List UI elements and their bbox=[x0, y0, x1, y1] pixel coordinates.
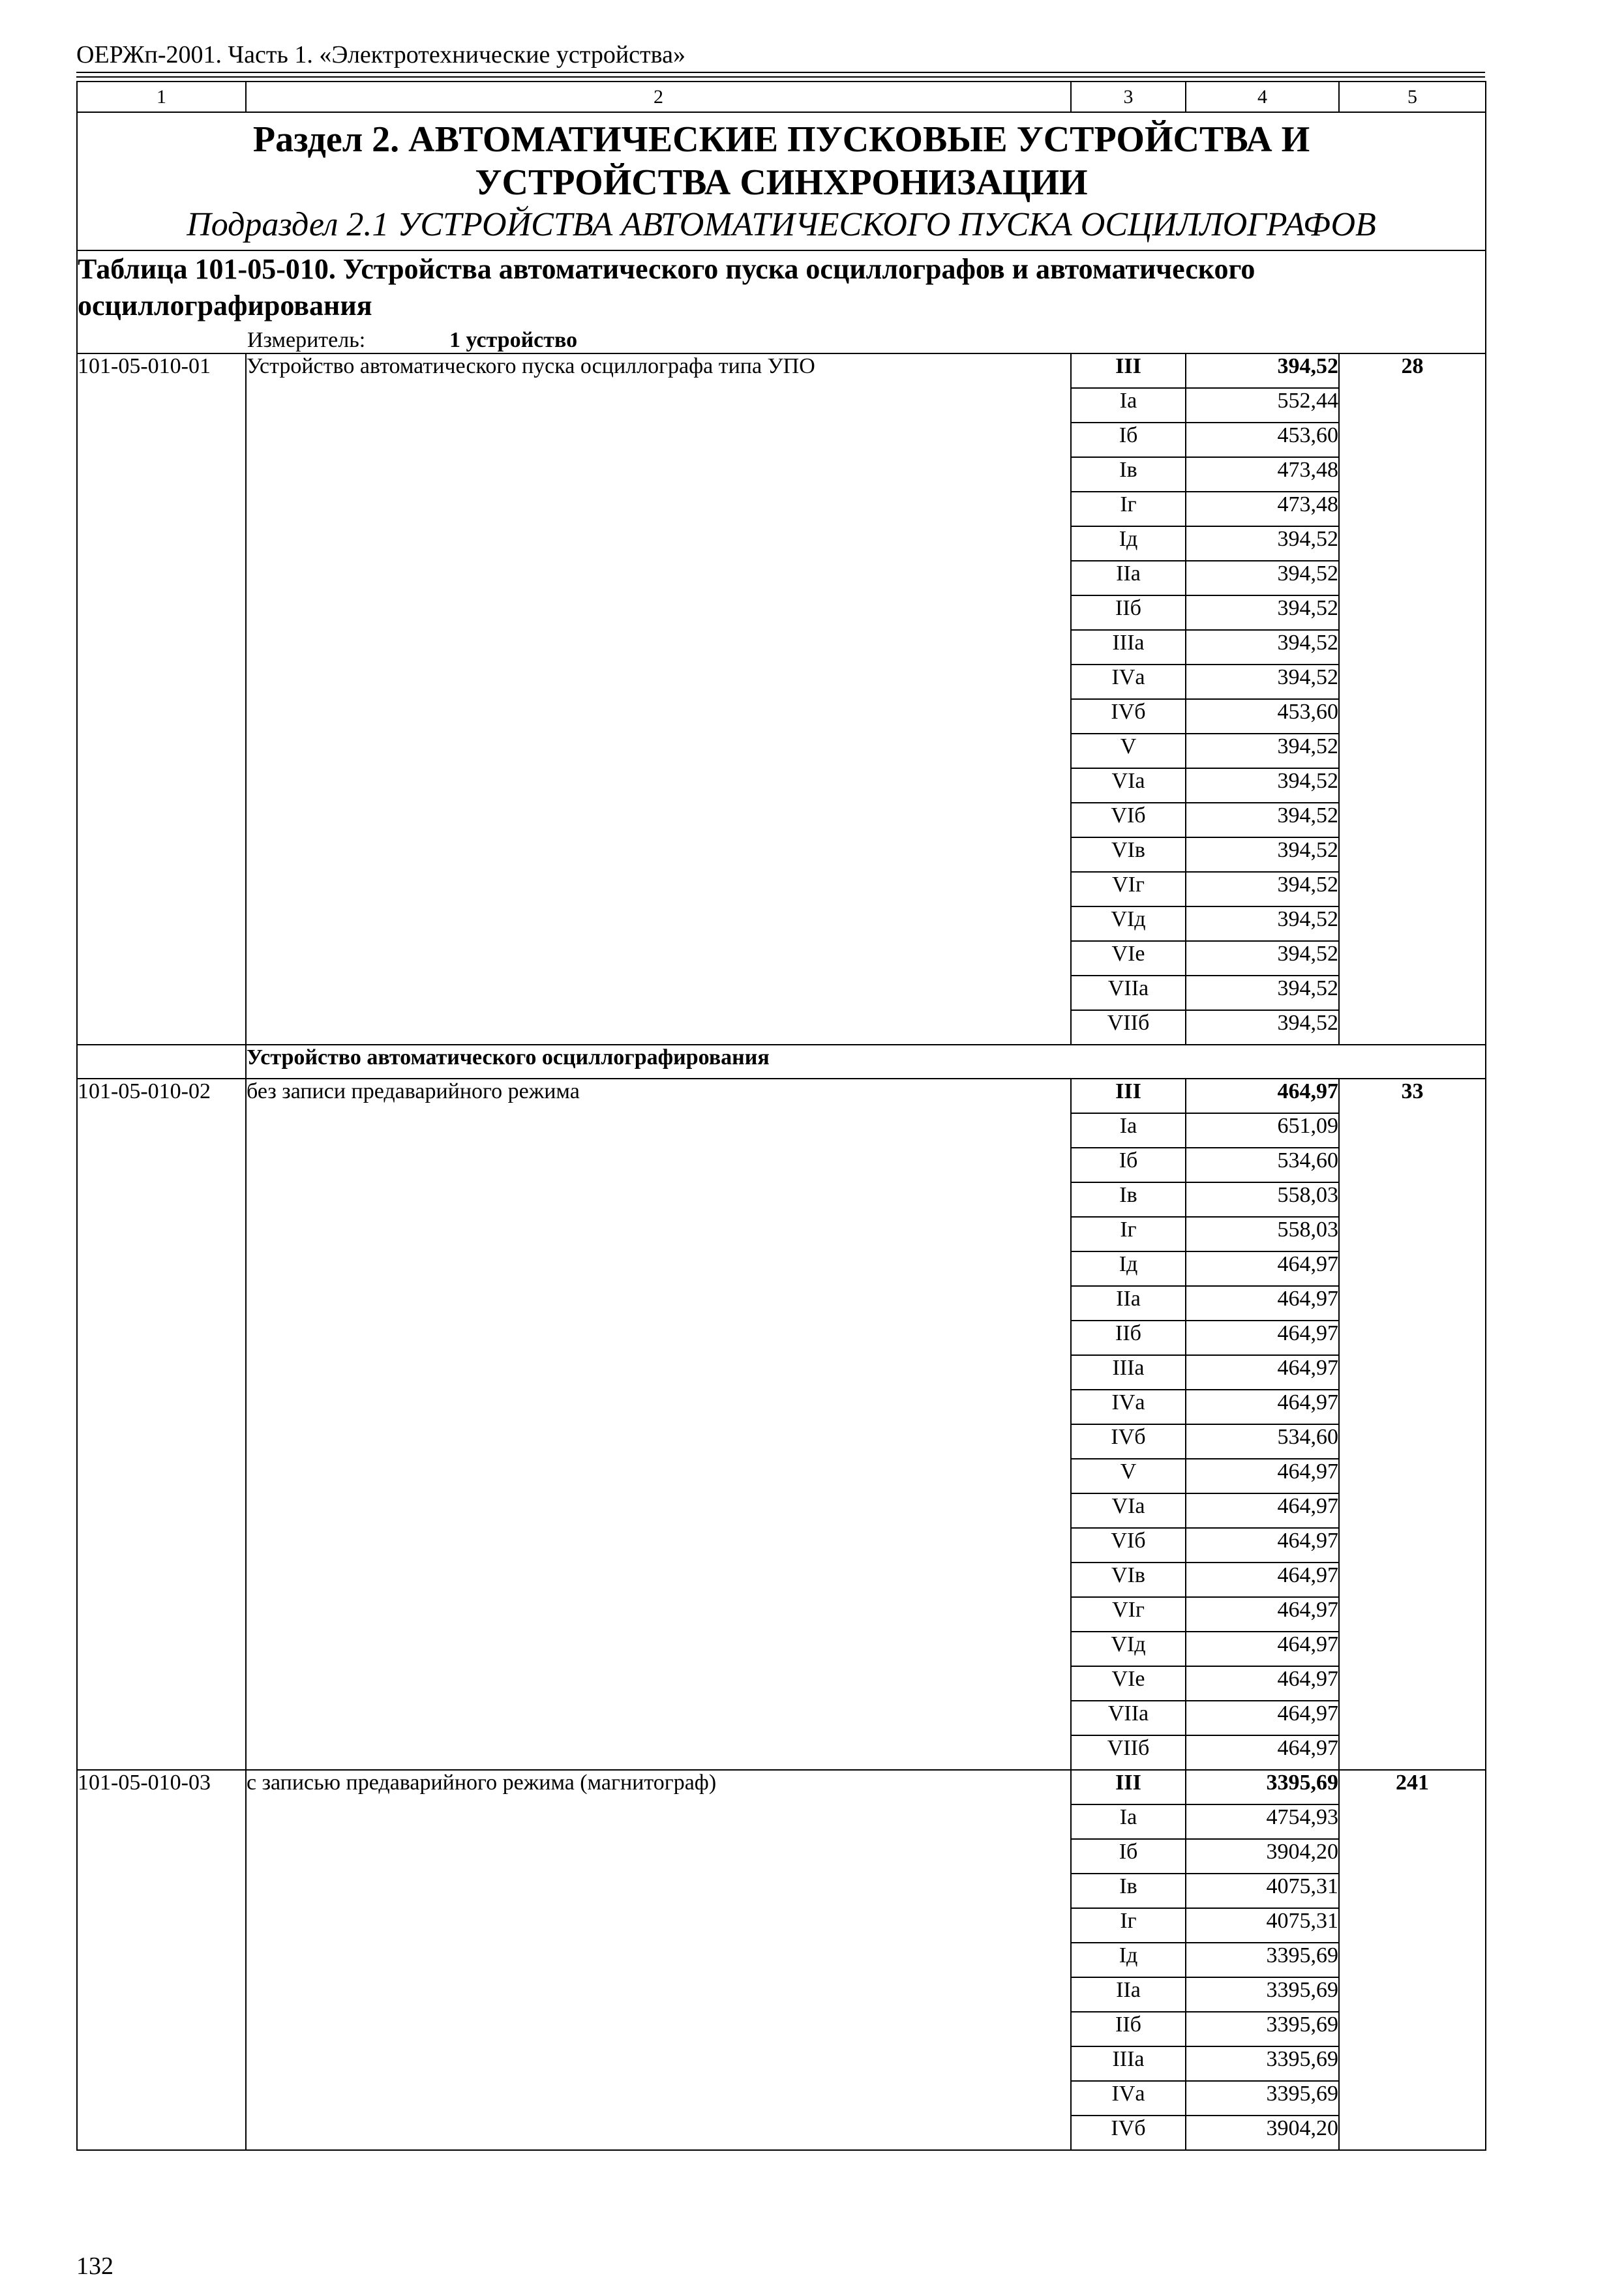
zone-cell: VIIб bbox=[1071, 1735, 1186, 1770]
zone-cell: VIв bbox=[1071, 837, 1186, 872]
zone-cell: IIб bbox=[1071, 595, 1186, 630]
price-cell: 464,97 bbox=[1186, 1321, 1339, 1355]
zone-cell: VIд bbox=[1071, 1632, 1186, 1666]
zone-cell: IIIа bbox=[1071, 630, 1186, 665]
section-header bbox=[77, 112, 1486, 250]
zone-cell: VIд bbox=[1071, 906, 1186, 941]
table-title: Таблица 101-05-010. Устройства автоматического пуска осциллографов и автоматического осциллографирования bbox=[78, 253, 1256, 322]
subsection-title: Подраздел 2.1 УСТРОЙСТВА АВТОМАТИЧЕСКОГО ПУСКА ОСЦИЛЛОГРАФОВ bbox=[187, 206, 1376, 243]
price-cell: 394,52 bbox=[1186, 734, 1339, 768]
price-cell: 4075,31 bbox=[1186, 1908, 1339, 1943]
price-cell: 558,03 bbox=[1186, 1182, 1339, 1217]
column-number: 3 bbox=[1071, 82, 1186, 112]
zone-cell: Iг bbox=[1071, 492, 1186, 526]
section-title-line1: Раздел 2. АВТОМАТИЧЕСКИЕ ПУСКОВЫЕ УСТРОЙСТВА И bbox=[252, 119, 1310, 160]
price-cell: 464,97 bbox=[1186, 1390, 1339, 1424]
zone-cell: IIIа bbox=[1071, 2046, 1186, 2081]
item-description: Устройство автоматического пуска осциллографа типа УПО bbox=[246, 353, 1071, 1045]
group-code-cell bbox=[77, 1045, 246, 1079]
price-cell: 3395,69 bbox=[1186, 1770, 1339, 1804]
price-cell: 464,97 bbox=[1186, 1666, 1339, 1701]
measure-line bbox=[78, 324, 1485, 353]
price-cell: 464,97 bbox=[1186, 1701, 1339, 1735]
item-extra-value: 241 bbox=[1339, 1770, 1486, 2150]
zone-cell: IVа bbox=[1071, 665, 1186, 699]
price-cell: 4075,31 bbox=[1186, 1874, 1339, 1908]
column-number: 4 bbox=[1186, 82, 1339, 112]
page-number: 132 bbox=[76, 2252, 113, 2280]
price-cell: 394,52 bbox=[1186, 768, 1339, 803]
price-cell: 464,97 bbox=[1186, 1459, 1339, 1493]
zone-cell: VIа bbox=[1071, 768, 1186, 803]
price-cell: 464,97 bbox=[1186, 1735, 1339, 1770]
zone-cell: VIг bbox=[1071, 872, 1186, 906]
column-number: 5 bbox=[1339, 82, 1486, 112]
group-header-row bbox=[77, 1045, 1486, 1079]
price-cell: 4754,93 bbox=[1186, 1804, 1339, 1839]
zone-cell: Iд bbox=[1071, 526, 1186, 561]
zone-cell: Iд bbox=[1071, 1943, 1186, 1977]
price-cell: 3395,69 bbox=[1186, 1977, 1339, 2012]
item-extra-value: 28 bbox=[1339, 353, 1486, 1045]
zone-cell: VIв bbox=[1071, 1563, 1186, 1597]
section-header-row bbox=[77, 112, 1486, 250]
zone-cell: Iг bbox=[1071, 1908, 1186, 1943]
zone-cell: IIа bbox=[1071, 1286, 1186, 1321]
zone-cell: Iв bbox=[1071, 1874, 1186, 1908]
price-cell: 534,60 bbox=[1186, 1424, 1339, 1459]
item-code: 101-05-010-02 bbox=[77, 1079, 246, 1770]
price-cell: 394,52 bbox=[1186, 526, 1339, 561]
price-cell: 464,97 bbox=[1186, 1563, 1339, 1597]
price-cell: 394,52 bbox=[1186, 595, 1339, 630]
price-cell: 464,97 bbox=[1186, 1597, 1339, 1632]
zone-cell: V bbox=[1071, 734, 1186, 768]
column-number: 2 bbox=[246, 82, 1071, 112]
price-cell: 394,52 bbox=[1186, 665, 1339, 699]
zone-cell: Iб bbox=[1071, 1148, 1186, 1182]
zone-cell: VIг bbox=[1071, 1597, 1186, 1632]
header-rule-top bbox=[76, 72, 1485, 73]
price-cell: 394,52 bbox=[1186, 941, 1339, 976]
price-cell: 394,52 bbox=[1186, 1010, 1339, 1045]
zone-cell: VIе bbox=[1071, 941, 1186, 976]
price-cell: 464,97 bbox=[1186, 1355, 1339, 1390]
header-rule-bottom bbox=[76, 76, 1485, 78]
price-cell: 3395,69 bbox=[1186, 2012, 1339, 2046]
zone-cell: VIIа bbox=[1071, 1701, 1186, 1735]
zone-cell: VIб bbox=[1071, 1528, 1186, 1563]
zone-cell: IIа bbox=[1071, 561, 1186, 595]
price-cell: 464,97 bbox=[1186, 1079, 1339, 1113]
zone-cell: IVб bbox=[1071, 1424, 1186, 1459]
zone-cell: Iб bbox=[1071, 423, 1186, 457]
price-table bbox=[76, 81, 1486, 2151]
price-cell: 394,52 bbox=[1186, 872, 1339, 906]
zone-cell: Iа bbox=[1071, 1113, 1186, 1148]
zone-cell: VIIа bbox=[1071, 976, 1186, 1010]
item-code: 101-05-010-03 bbox=[77, 1770, 246, 2150]
measure-label: Измеритель: bbox=[247, 328, 366, 352]
zone-cell: III bbox=[1071, 353, 1186, 388]
price-cell: 3395,69 bbox=[1186, 2081, 1339, 2116]
section-title-line2: УСТРОЙСТВА СИНХРОНИЗАЦИИ bbox=[475, 162, 1088, 203]
item-description: с записью предаварийного режима (магнитограф) bbox=[246, 1770, 1071, 2150]
price-cell: 3904,20 bbox=[1186, 2116, 1339, 2150]
price-cell: 3395,69 bbox=[1186, 2046, 1339, 2081]
zone-cell: IIа bbox=[1071, 1977, 1186, 2012]
zone-cell: Iа bbox=[1071, 388, 1186, 423]
measure-value: 1 устройство bbox=[449, 328, 578, 352]
zone-cell: Iв bbox=[1071, 457, 1186, 492]
price-cell: 394,52 bbox=[1186, 803, 1339, 837]
table-row bbox=[77, 1079, 1486, 1113]
zone-cell: Iд bbox=[1071, 1251, 1186, 1286]
zone-cell: IVа bbox=[1071, 1390, 1186, 1424]
price-cell: 473,48 bbox=[1186, 457, 1339, 492]
column-number-row bbox=[77, 82, 1486, 112]
price-cell: 464,97 bbox=[1186, 1632, 1339, 1666]
zone-cell: IIIа bbox=[1071, 1355, 1186, 1390]
price-cell: 3904,20 bbox=[1186, 1839, 1339, 1874]
zone-cell: VIб bbox=[1071, 803, 1186, 837]
price-cell: 464,97 bbox=[1186, 1286, 1339, 1321]
price-cell: 394,52 bbox=[1186, 906, 1339, 941]
price-cell: 394,52 bbox=[1186, 976, 1339, 1010]
price-cell: 453,60 bbox=[1186, 699, 1339, 734]
table-row bbox=[77, 353, 1486, 388]
price-cell: 394,52 bbox=[1186, 561, 1339, 595]
price-cell: 394,52 bbox=[1186, 837, 1339, 872]
group-title: Устройство автоматического осциллографирования bbox=[246, 1045, 1486, 1079]
price-cell: 394,52 bbox=[1186, 630, 1339, 665]
price-cell: 464,97 bbox=[1186, 1528, 1339, 1563]
item-extra-value: 33 bbox=[1339, 1079, 1486, 1770]
price-cell: 534,60 bbox=[1186, 1148, 1339, 1182]
price-cell: 464,97 bbox=[1186, 1493, 1339, 1528]
zone-cell: VIIб bbox=[1071, 1010, 1186, 1045]
zone-cell: V bbox=[1071, 1459, 1186, 1493]
price-cell: 464,97 bbox=[1186, 1251, 1339, 1286]
zone-cell: Iв bbox=[1071, 1182, 1186, 1217]
table-row bbox=[77, 1770, 1486, 1804]
zone-cell: Iа bbox=[1071, 1804, 1186, 1839]
zone-cell: IVа bbox=[1071, 2081, 1186, 2116]
running-head: ОЕРЖп-2001. Часть 1. «Электротехнические устройства» bbox=[76, 41, 685, 68]
item-code: 101-05-010-01 bbox=[77, 353, 246, 1045]
price-cell: 453,60 bbox=[1186, 423, 1339, 457]
zone-cell: Iг bbox=[1071, 1217, 1186, 1251]
price-cell: 473,48 bbox=[1186, 492, 1339, 526]
zone-cell: IVб bbox=[1071, 2116, 1186, 2150]
zone-cell: III bbox=[1071, 1079, 1186, 1113]
zone-cell: IIб bbox=[1071, 1321, 1186, 1355]
table-title-row bbox=[77, 250, 1486, 353]
price-cell: 394,52 bbox=[1186, 353, 1339, 388]
zone-cell: VIе bbox=[1071, 1666, 1186, 1701]
zone-cell: III bbox=[1071, 1770, 1186, 1804]
price-cell: 651,09 bbox=[1186, 1113, 1339, 1148]
zone-cell: VIа bbox=[1071, 1493, 1186, 1528]
zone-cell: IIб bbox=[1071, 2012, 1186, 2046]
zone-cell: IVб bbox=[1071, 699, 1186, 734]
zone-cell: Iб bbox=[1071, 1839, 1186, 1874]
price-cell: 3395,69 bbox=[1186, 1943, 1339, 1977]
item-description: без записи предаварийного режима bbox=[246, 1079, 1071, 1770]
price-cell: 558,03 bbox=[1186, 1217, 1339, 1251]
table-title-cell bbox=[77, 250, 1486, 353]
column-number: 1 bbox=[77, 82, 246, 112]
price-cell: 552,44 bbox=[1186, 388, 1339, 423]
